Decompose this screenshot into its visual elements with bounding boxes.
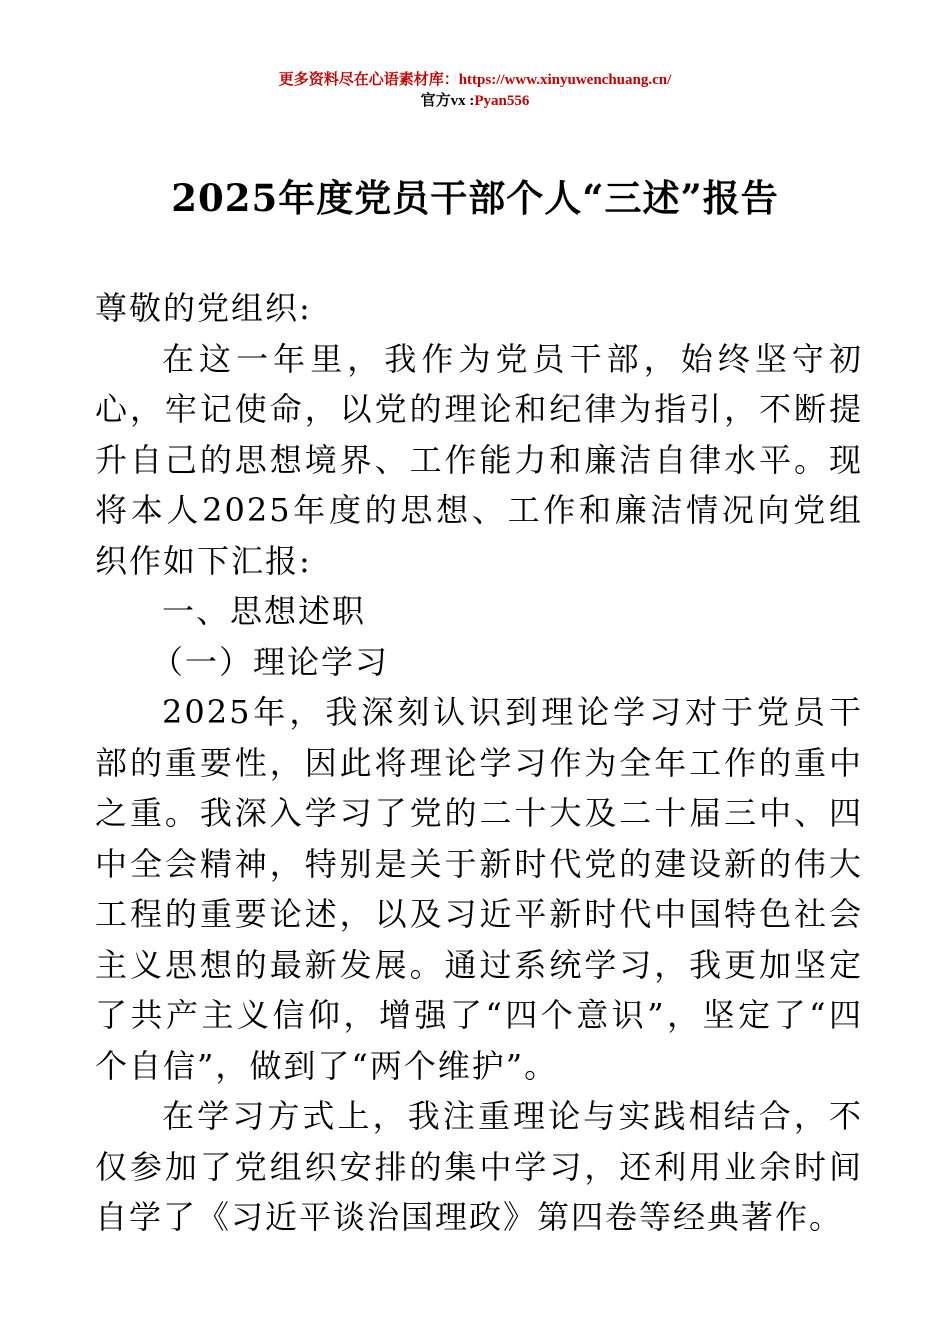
header-source-line: 更多资料尽在心语素材库：https://www.xinyuwenchuang.cn/ — [278, 72, 672, 88]
subsection-heading: （一）理论学习 — [151, 642, 390, 681]
document-title: 2025年度党员干部个人“三述”报告 — [171, 176, 779, 220]
salutation: 尊敬的党组织: — [95, 289, 312, 327]
section-heading: 一、思想述职 — [162, 592, 367, 630]
paragraph-theory-study: 2025年，我深刻认识到理论学习对于党员干部的重要性，因此将理论学习作为全年工作的重中之重。我深入学习了党的二十大及二十届三中、四中全会精神，特别是关于新时代党的建设新的伟大工程的重要论述，以及习近平新时代中国特色社会主义思想的最新发展。通过系统学习，我更加坚定了共产主义信仰，增强了“四个意识”，坚定了“四个自信”，做到了“两个维护”。 — [95, 693, 863, 1085]
header-contact-label: 官方vx : — [420, 93, 475, 109]
paragraph-study-method: 在学习方式上，我注重理论与实践相结合，不仅参加了党组织安排的集中学习，还利用业余时间自学了《习近平谈治国理政》第四卷等经典著作。 — [95, 1097, 863, 1236]
header-contact-value: Pyan556 — [474, 93, 530, 109]
document-body — [95, 283, 863, 1243]
header-contact-line — [0, 91, 950, 111]
paragraph-intro: 在这一年里，我作为党员干部，始终坚守初心，牢记使命，以党的理论和纪律为指引，不断提升自己的思想境界、工作能力和廉洁自律水平。现将本人2025年度的思想、工作和廉洁情况向党组织作如下汇报: — [95, 339, 863, 580]
